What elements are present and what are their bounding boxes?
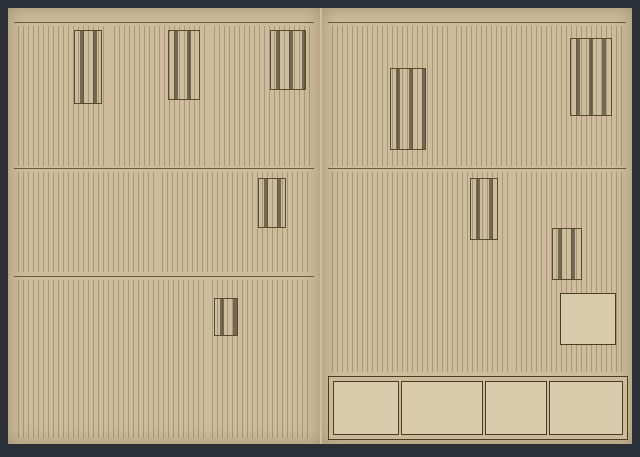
left-headline	[214, 298, 238, 336]
left-article-block	[16, 172, 156, 272]
advertisement-block	[549, 381, 623, 435]
left-headline	[270, 30, 306, 90]
right-masthead	[328, 12, 626, 23]
advertisement-block	[485, 381, 547, 435]
right-headline	[390, 68, 426, 150]
right-advertisement-band	[328, 376, 628, 440]
left-headline	[168, 30, 200, 100]
right-headline	[570, 38, 612, 116]
right-illustration-ad	[560, 293, 616, 345]
left-article-block	[160, 172, 312, 272]
left-masthead	[14, 12, 314, 23]
right-headline	[552, 228, 582, 280]
newspaper-page-left	[8, 8, 320, 444]
column-rule	[14, 168, 314, 169]
left-article-block	[16, 280, 206, 438]
advertisement-block	[401, 381, 483, 435]
left-headline	[74, 30, 102, 104]
column-rule	[328, 168, 626, 169]
column-rule	[14, 276, 314, 277]
advertisement-block	[333, 381, 399, 435]
newspaper-page-right	[322, 8, 632, 444]
right-headline	[470, 178, 498, 240]
left-headline	[258, 178, 286, 228]
